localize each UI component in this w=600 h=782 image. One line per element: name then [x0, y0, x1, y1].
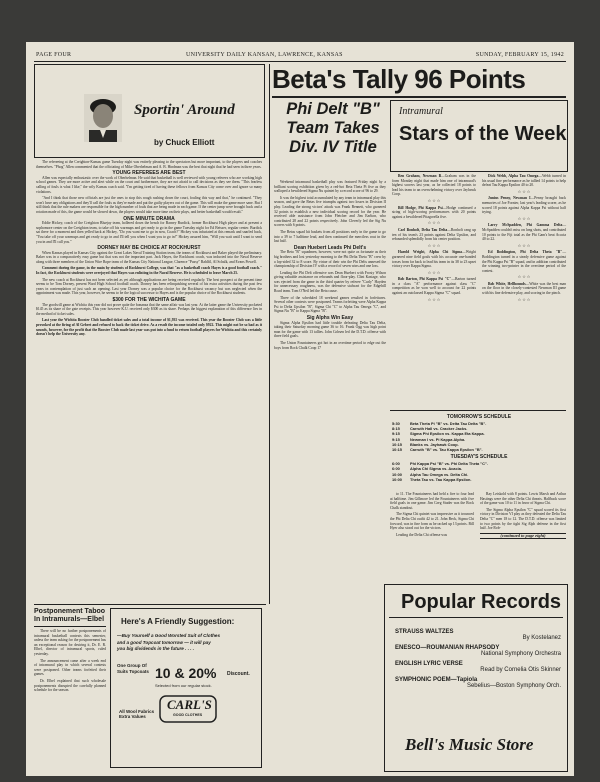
star-entry: [392, 277, 476, 302]
stars-title: Stars of the Week: [399, 123, 567, 145]
column-body: [36, 160, 262, 339]
schedule-box: [392, 414, 566, 482]
star-entry-name: Carl Bonholt, Delta Tau Delta: [398, 227, 448, 232]
paragraph-referees: Allen was especially enthusiastic over the work of Oberhelman. He said that basketball is well reviewed with young referees who are working high school games. They are more active and alert while on the court and furthermore, they are not afraid to call decisions as they see them. "This fearless calling of fouls is what I like," the wily Kansas coach said. "I'm getting tired of having these fellows from Kansas City come over and ignore so many violations.: [36, 175, 262, 194]
beta-p3: The Betas squad hit baskets from all positions early in the game to go into a 39 to 7 halftime lead, and then continued the merciless rout in the last half.: [274, 229, 386, 244]
schedule-game: Alpha Tau Omega vs. Delta Chi.: [410, 471, 469, 477]
schedule-time: 10:15: [392, 447, 402, 453]
record-artist: Read by Cornelia Otis Skinner: [480, 667, 561, 673]
ad-line-2: and a good Topcoat tomorrow — it will pay: [117, 639, 211, 645]
sportin-around-column: [34, 64, 266, 404]
schedule-time: 10:15: [392, 441, 402, 447]
records-title: Popular Records: [401, 591, 562, 613]
postponement-p1: There will be no further postponements of intramural basketball contests this semester, unless the team asking for the postponement has an exceptional reason for desiring it, Dr. E. R. Elbel, director of intramural sports, ruled yesterday.: [34, 629, 106, 656]
star-separator: ☆ ☆ ☆: [517, 274, 531, 280]
schedule-game: Phi Kappa Psi "B" vs. Phi Delta Theta "C".: [410, 461, 488, 467]
beta-subhead: Phi Delt "B" Team Takes Div. IV Title: [286, 100, 380, 156]
beta-p6: Three of the scheduled 18 weekend games resulted in forfeitures. Several other contests were postponed. Teams forfeiting were Alpha Kappa Psi to Delta Upsilon "B", Sigma Chi "C" to Alpha Tau Omega "C", and Sigma Nu "B" to Kappa Sigma "B".: [274, 295, 386, 314]
column-byline: by Chuck Elliott: [154, 138, 215, 147]
star-entry-body: —Graham was in the form Monday night that made him one of intramural's highest scorers last year, as he collected 18 points to lead his team to an overwhelming victory over Jayhawk Coop.: [392, 174, 476, 197]
schedule-game: Carruth Hall vs. Cracker Jacks.: [410, 426, 468, 432]
paragraph-dorney: When Kansas played in Kansas City against the Great Lakes Naval Training Station team, the teams of Rockhurst and Baker played the preliminary. Baker was in a comparatively easy game but that was not the important part. Jack Hayes, the Rockhurst coach, was inducted into the Naval Reserve along with three members of the Union Wire Rope team of the Kansas City National League, Clarence "Pussy" Rahlfil, Al Schalk, and Evans Powell.: [36, 250, 262, 264]
carls-ad: [110, 608, 262, 768]
ad-discount-word: Discount.: [227, 671, 250, 677]
star-entry: [392, 174, 476, 204]
star-entry-name: Bill Hodge, Phi Kappa Psi: [398, 205, 443, 210]
star-entry-body: —Bonholt rang up ten of his team's 23 points against Delta Upsilon, and rebounded splendidly from his center position.: [392, 227, 476, 242]
ad-line-1: —Buy Yourself a Good Worsted Suit of Clothes: [117, 633, 221, 638]
star-entry-text: [482, 250, 566, 273]
star-entry-body: —Wright garnered nine field goals with his accurate one-handed tosses from far back to lead his team in its 38 to 23 upset victory over Kappa Sigma.: [392, 250, 476, 269]
star-entry-name: Ed Boddington, Phi Delta Theta "B": [488, 250, 563, 255]
schedule-time: 6:00: [392, 466, 400, 472]
beta-headline-rule: [272, 96, 566, 98]
column-divider: [269, 64, 270, 604]
schedule-game: Carruth "B" vs. Tau Kappa Epsilon "B".: [410, 447, 483, 453]
beta-cont-col1: [390, 492, 474, 539]
schedule-game: Sigma Phi Epsilon vs. Kappa Eta Kappa.: [410, 431, 485, 437]
paragraph-minute-drama: Eddie Hickey, coach of the Creighton Bluejay team, hollered down the bench for Barney Burdick, former Rockhurst High player and at present a sophomore center on the Creighton team, to take off his warmups and get ready to go in the game Tuesday night for Ed Beisser, regular center. Burdick sat there for a moment and then yelled back at Hickey, "Do you want me to go in now, Coach?" Hickey was infuriated at this remark and snarled back, "You take off your warmups and get ready to go in and I'll tell you when I want you to go in!" Hickey assured him, "Will you wait until I want to send you in and I'll call you.": [36, 221, 262, 244]
subhead-wichita: $300 FOR THE WICHITA GAME: [112, 297, 186, 304]
column-bottom-rule: [34, 604, 266, 605]
schedule-game: Newman I vs. Pi Kappa Alpha.: [410, 436, 466, 442]
star-separator: ☆ ☆ ☆: [427, 296, 441, 302]
star-entry: [392, 228, 476, 248]
page-number: PAGE FOUR: [36, 52, 72, 58]
star-separator: ☆ ☆ ☆: [427, 269, 441, 275]
schedule-time: 8:15: [392, 426, 400, 432]
paragraph-wichita: The goodwill game at Wichita this year did not prove quite the bonanza that the same affair was last year. At the latter game the University pocketed $145 as its share of the gate receipts. This year however K.U. received only $300 as its share. Perhaps the biggest explanation of this difference lies in the method of ticket sales.: [36, 302, 262, 316]
star-entry-text: [482, 196, 566, 214]
schedule-game: Alpha Chi Sigma vs. Acacia.: [410, 466, 462, 472]
ad-wool: All Wool Fabrics Extra Values: [119, 709, 155, 720]
schedule-game: Beta Theta Pi "B" vs. Delta Tau Delta "B".: [410, 421, 487, 426]
paragraph-referees-2: "And I think that those new officials are just the ones to stop this rough rushing down the court, fouling this way and that," he continued. "They won't have any obligations and they'll call the fouls as they're made and put the guilty players out of the game. This will make the game more sane. But I still think that the rule makers are responsible for the high number of fouls that are being made in each game. If the center jump were brought back and a rotation made of this, the game would be slowed down, the players would take more time on their plays, and better basketball would result.": [36, 196, 262, 214]
record-artist: Sebelius—Boston Symphony Orch.: [466, 683, 561, 689]
header-rule: [34, 61, 566, 62]
continued-notice: (continued to page eight): [480, 533, 566, 540]
schedule-tomorrow-list: [392, 421, 566, 452]
paragraph-wichita-2: Last year the Wichita Booster Club handled ticket sales and a total income of $1,935 was received. This year the Booster Club was a little provoked at the firing of Al Gebert and refused to back the ticket drive. As a result the income totaled only $922. This might not be so bad as it sounds, however, for the profit that the Booster Club made last year was put into a fund to return football players for Wichita and this certainly doesn't help the University any.: [36, 318, 262, 337]
star-entry-body: —Webb turned in his usual fine performance as he tallied 14 points to help defeat Tau Kappa Epsilon 40 to 20.: [482, 174, 566, 188]
beta-cont-col2: [480, 492, 566, 539]
column-title: Sportin' Around: [134, 102, 235, 118]
ad-group-label: One Group Of Suits Topcoats: [117, 663, 149, 674]
column-intro: The refereeing at the Creighton-Kansas game Tuesday night was entirely pleasing to the spectators but more important, to the players and coaches themselves. "Phog" Allen commented that the officiating of Mike Oberhelman and A. B. Hindman was the best that night that he had seen in three years.: [36, 160, 262, 169]
record-title: ENESCO—ROUMANIAN RHAPSODY: [395, 645, 500, 651]
postponement-story: [34, 608, 106, 695]
records-list: [395, 625, 561, 689]
ad-title: Here's A Friendly Suggestion:: [121, 617, 235, 626]
postponement-p2: The announcement came after a week end of intramural play in which several contests were postponed. Other teams forfeited their games.: [34, 658, 106, 677]
star-entry-name: Bob White, Hellhounds: [488, 281, 526, 286]
schedule-time: 5:30: [392, 421, 400, 426]
ad-discount: 10 & 20%: [155, 665, 217, 681]
beta-p5: Leading the Phi Delt offensive was Dean Huebert with Frosty Wilson giving valuable assistance on rebounds and floor-play. Clint Kastage, who was ejected from the game in the third quarter by referee "Curly" Hayden for unnecessary roughness, was the defensive stalwart for the Edgehill Road team. Tom O'Neil led the Beta cause.: [274, 270, 386, 294]
star-entry-body: —Penny brought back memories of Joe Fornier, last year's leading scorer, as he scored 18 points against Alpha Kappa Psi without half trying.: [482, 196, 566, 215]
schedule-tuesday-title: TUESDAY'S SCHEDULE: [450, 454, 508, 461]
postponement-headline: Postponement Taboo In Intramurals—Elbel: [34, 608, 106, 623]
masthead: UNIVERSITY DAILY KANSAN, LAWRENCE, KANSAS: [186, 52, 343, 58]
issue-date: SUNDAY, FEBRUARY 15, 1942: [475, 52, 564, 58]
schedule-tuesday-list: [392, 461, 566, 482]
subhead-dorney: DORNEY MAY BE CHOICE AT ROCKHURST: [97, 245, 201, 252]
beta-p1: Weekend intramural basketball play was featured Friday night by a brilliant scoring exhibition given by a red-hot Beta Theta Pi five as they walloped a bewildered Sigma Nu quintet by a record score of 96 to 29.: [274, 180, 386, 194]
beta-p4: The Beta "B" squadmen, however, were not quite as fortunate as their big brothers and lost yesterday morning to the Phi Delta Theta "B" crew by a lop-sided 32 to 8 score. By virtue of their win the Phi Delts annexed the championship of Division IV with a record of seven wins and one loss.: [274, 250, 386, 269]
beta-headline: Beta's Tally 96 Points: [272, 64, 526, 94]
star-entry-name: Dick Webb, Alpha Tau Omega: [488, 174, 539, 178]
star-entry-text: [482, 282, 566, 296]
record-title: ENGLISH LYRIC VERSE: [395, 661, 463, 667]
star-separator: ☆ ☆ ☆: [427, 242, 441, 248]
ad-line-3: you big dividends in the future . . . .: [117, 646, 195, 652]
schedule-rule: [390, 410, 566, 411]
beta-cont-c1: to 11. The Fountaineers had held a five to four lead at halftime. Jim Gillmore led the Fountaineers with five field goals in one game. Jim Greg Studer was the Rock Chalk standout.: [390, 492, 474, 510]
star-entry-name: Larry McSpadden, Phi Gamma Delta: [488, 223, 563, 228]
stars-header-box: [390, 100, 568, 172]
schedule-time: 9:15: [392, 431, 400, 437]
star-separator: ☆ ☆ ☆: [517, 188, 531, 194]
star-entry: [482, 250, 566, 280]
star-entry-body: —Hodge continued a string of high-scoring performances with 20 points against a bewildered Pitagorella five.: [392, 205, 476, 219]
beta-subhead-3: Sig Alphs Win Easy: [306, 315, 354, 322]
record-title: SYMPHONIC POEM—Tapiola: [395, 677, 478, 683]
subhead-minute-drama: ONE MINUTE DRAMA: [123, 215, 175, 222]
beta-p2: It was the highest total accumulated by any team in intramural play this season, and gave the Betas five triumphs against two losses in Division II play. Leading the strong victors' attack was Frank Bennett, who garnered 32 points to establish a new individual scoring record for the year. He received able assistance from John Fletcher and Jim Earlton, who contributed 28 and 22 points respectively. John Cleverly led the Sig Nu scorers with 6 points.: [274, 195, 386, 228]
star-separator: ☆ ☆ ☆: [427, 197, 441, 203]
star-entry: [482, 282, 566, 302]
carls-logo-sub: GOOD CLOTHES: [173, 713, 203, 717]
paragraph-dorney-3: The new coach at Rockhurst has not been selected as yet although applications are being received regularly. The best prospect at the present time seems to be Tom Dorney, present Ward High School football coach. Dorney has been relinquishing several of his extra activities during the past few years in contemplation of just such an opening. Last year Dorney was a popular choice for the Rockhurst vacancy but was neglected when the appointment was made. This year, however, he seems to be the logical successor to Hayes and is the popular choice of the Rockhurst students.: [36, 277, 262, 296]
beta-cont-c1b: The Sigma Chi quintet was impressive as it trounced the Phi Delta Chi outfit 42 to 21. John Beck, Sigma Chi forward, was in fine form as he racked up 13 points. Bill Hyer also stood out for the victors.: [390, 512, 474, 531]
beta-subhead-2: Dean Huebert Leads Phi Delt's: [293, 244, 367, 251]
star-entry-name: Harold Wright, Alpha Chi Sigma: [398, 250, 463, 255]
beta-p7: Sigma Alpha Epsilon had little trouble defeating Delta Tau Delta, taking their Saturday morning game 36 to 16. Frank Ogg was high point man for the game with 13 tallies. John Cohsen led the D.T.D. offense with three field goals.: [274, 320, 386, 339]
beta-story: [274, 180, 386, 352]
star-separator: ☆ ☆ ☆: [427, 220, 441, 226]
beta-p8: The Union Fountaineers got hot in an overtime period to edge out the boys from Rock Chalk Coop 17: [274, 341, 386, 350]
star-separator: ☆ ☆ ☆: [517, 242, 531, 248]
star-entry-body: —Barton turned in a class "A" performance against class "C" competition as he won well to account for 22 points against an outclassed Kappa Sigma "C" squad.: [392, 277, 476, 296]
star-entry-text: [482, 174, 566, 188]
star-entry-text: [392, 228, 476, 242]
schedule-game: Theta Tau vs. Tau Kappa Epsilon.: [410, 476, 472, 482]
star-entry-text: [392, 277, 476, 295]
star-entry-body: —McSpadden couldn't miss on long shots, and contributed 10 points to the Fiji total as the Phi Gam's beat Acacia 40 to 22.: [482, 223, 566, 242]
schedule-time: 10:00: [392, 471, 402, 477]
ad-copy: [117, 633, 257, 653]
schedule-game: Blanks vs. Jayhawk Coop.: [410, 441, 459, 447]
star-entry: [482, 174, 566, 194]
star-entry-text: [392, 250, 476, 268]
star-entry-body: —White was the best man on the floor in the closely-contested Newman III game with his fine defensive play, and scoring in the pinch.: [482, 281, 567, 296]
bells-music-store-logo: Bell's Music Store: [405, 735, 534, 754]
schedule-row: [392, 447, 566, 452]
star-entry-text: [392, 206, 476, 220]
carls-logo: CARL'S: [167, 697, 212, 712]
beta-cont-c1c: Leading the Delta Chi offense was: [396, 532, 448, 537]
star-entry-text: [392, 174, 476, 197]
schedule-time: 9:15: [392, 436, 400, 442]
stars-label: Intramural: [399, 106, 443, 117]
star-entry-name: Junius Penny, Newman I: [488, 196, 531, 201]
records-ad: [384, 584, 568, 772]
ad-selected: Selected from our regular stock.: [155, 683, 212, 688]
star-separator: ☆ ☆ ☆: [517, 296, 531, 302]
beta-cont-c2: Ray Leiskold with 8 points. Lewis Marsh and Arthur Hastings were the other Delta Chi threats. Halfback score of the game was 10 to 11 in favor of Sigma Chi.: [480, 492, 566, 506]
star-entry-name: Bob Barton, Phi Kappa Psi "C": [398, 277, 452, 282]
postponement-p3: Dr. Elbel explained that such wholesale postponements disrupted the carefully planned schedule for the season.: [34, 678, 106, 693]
star-entry: [392, 206, 476, 226]
schedule-tomorrow-title: TOMORROW'S SCHEDULE: [446, 414, 512, 420]
schedule-time: 10:00: [392, 476, 402, 482]
schedule-row: [392, 477, 566, 482]
stars-left-column: [392, 174, 476, 304]
star-entry-body: —Boddington turned in a steady defensive game against the Phi Kappa Psi "B" squad, and in addition contributed the winning two-pointer in the overtime period of the contest.: [482, 250, 566, 273]
beta-cont-c2b: The Sigma Alpha Epsilon "C" squad scored its first victory in Division VI play as they defeated the Delta Tau Delta "C" men 18 to 12. The D.T.D. offense was limited to two points by the tight Sig Alph defense in the first half. Joe Rob-: [480, 507, 566, 531]
paragraph-dorney-2: Comment during the game, in the main by students of Rockhurst College, was that "as a basketball coach Hayes is a good football coach." In fact, the Rockhurst students were overjoyed that Hayes was enlisting in the Naval Reserve. He is scheduled to leave March 25.: [36, 266, 262, 276]
stars-right-column: [482, 174, 566, 304]
star-entry-name: Ben Graham, Newman B: [398, 174, 442, 178]
star-entry: [392, 250, 476, 275]
star-entry: [482, 223, 566, 248]
star-entry-text: [482, 223, 566, 241]
columnist-portrait: [84, 94, 122, 142]
star-separator: ☆ ☆ ☆: [517, 215, 531, 221]
postponement-rule: [34, 626, 106, 627]
star-entry: [482, 196, 566, 221]
record-artist: By Kostelanez: [522, 635, 561, 641]
schedule-time: 6:00: [392, 461, 400, 467]
record-artist: National Symphony Orchestra: [480, 651, 561, 657]
newspaper-page: [26, 42, 574, 776]
subhead-referees: YOUNG REFEREES ARE BEST: [112, 170, 186, 177]
record-title: STRAUSS WALTZES: [395, 629, 454, 635]
